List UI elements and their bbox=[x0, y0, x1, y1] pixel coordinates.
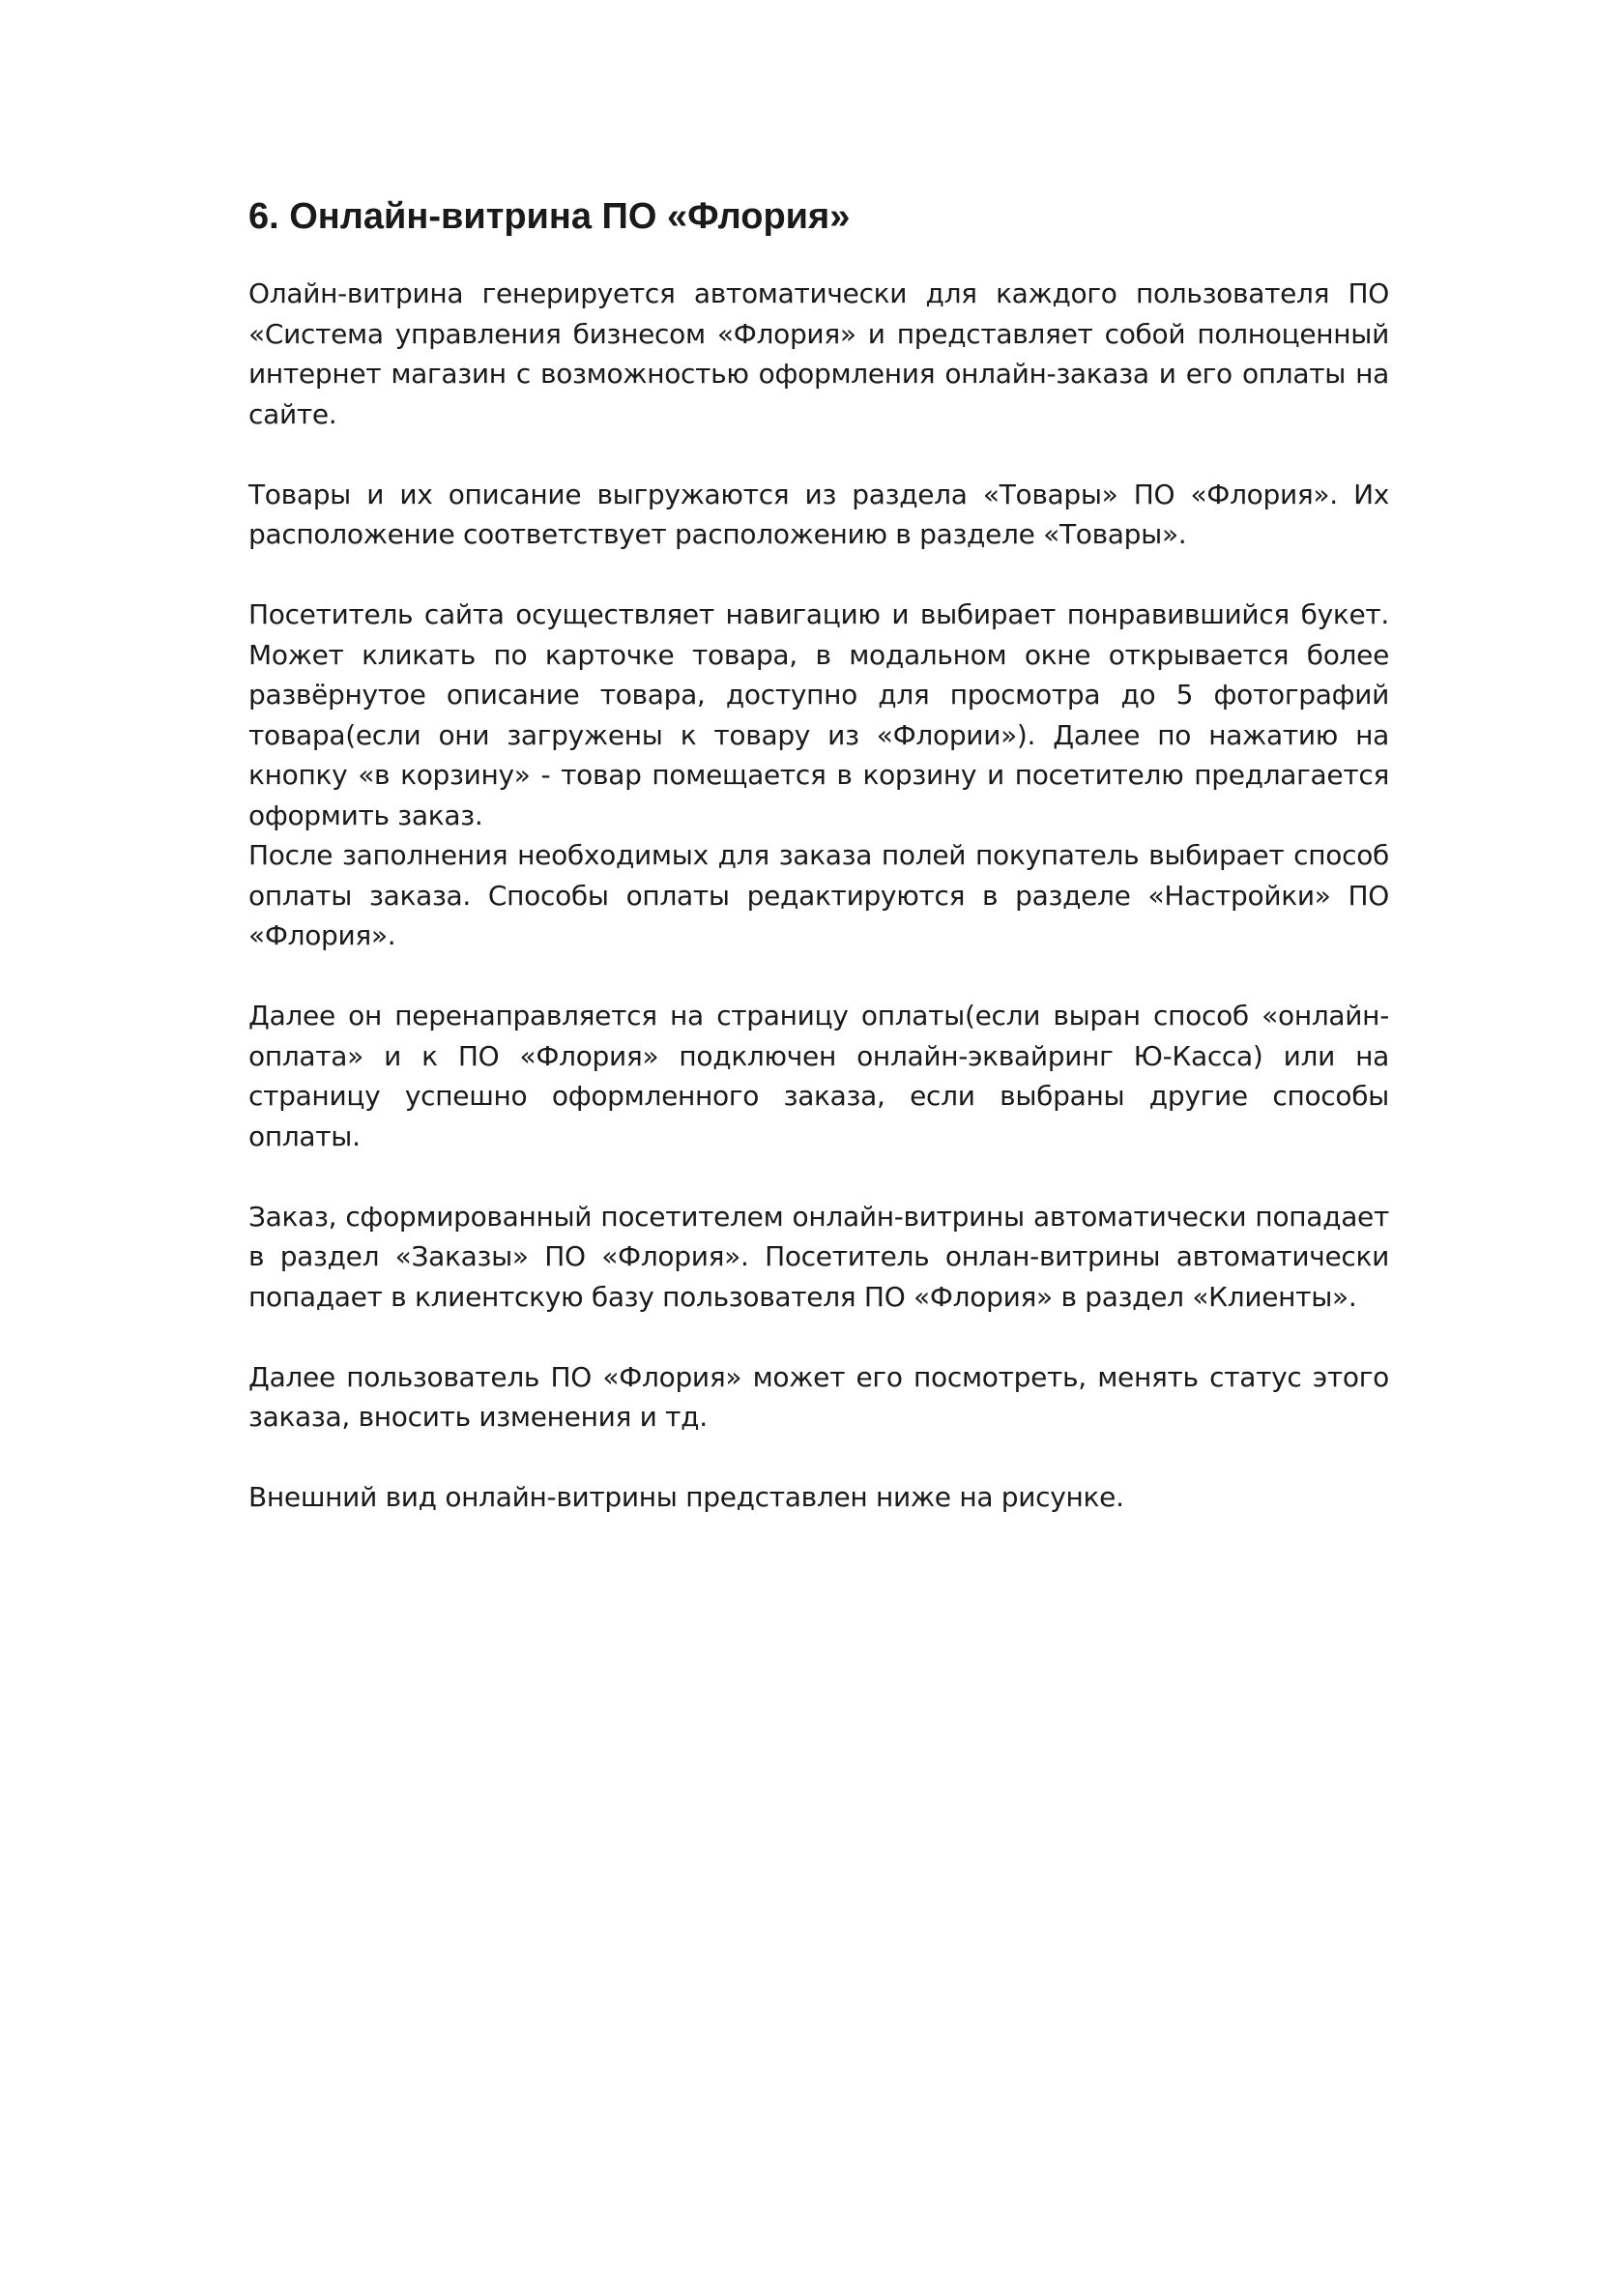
paragraph-redirect: Далее он перенаправляется на страницу оплаты(если выран способ «онлайн-оплата» и к ПО «Флория» подключен онлайн-эквайринг Ю-Касса) или на страницу успешно оформленного заказа, если выбраны другие способы оплаты. bbox=[248, 1000, 1389, 1152]
paragraph-figure-note: Внешний вид онлайн-витрины представлен ниже на рисунке. bbox=[248, 1481, 1124, 1513]
document-body bbox=[248, 193, 1389, 1518]
section-heading: 6. Онлайн-витрина ПО «Флория» bbox=[248, 196, 851, 237]
paragraph-intro: Олайн-витрина генерируется автоматически для каждого пользователя ПО «Система управления бизнесом «Флория» и представляет собой полноценный интернет магазин с возможностью оформления онлайн-заказа и его оплаты на сайте. bbox=[248, 277, 1389, 430]
paragraph-user-actions: Далее пользователь ПО «Флория» может его посмотреть, менять статус этого заказа, вносить изменения и тд. bbox=[248, 1360, 1389, 1433]
paragraph-products: Товары и их описание выгружаются из раздела «Товары» ПО «Флория». Их расположение соответствует расположению в разделе «Товары». bbox=[248, 478, 1389, 550]
paragraph-payment-method: После заполнения необходимых для заказа полей покупатель выбирает способ оплаты заказа. Способы оплаты редактируются в разделе «Настройки» ПО «Флория». bbox=[248, 839, 1389, 951]
paragraph-navigation: Посетитель сайта осуществляет навигацию и выбирает понравившийся букет. Может кликать по карточке товара, в модальном окне открывается более развёрнутое описание товара, доступно для просмотра до 5 фотографий товара(если они загружены к товару из «Флории»). Далее по нажатию на кнопку «в корзину» - товар помещается в корзину и посетителю предлагается оформить заказ. bbox=[248, 598, 1389, 831]
paragraph-orders: Заказ, сформированный посетителем онлайн-витрины автоматически попадает в раздел «Заказы» ПО «Флория». Посетитель онлан-витрины автоматически попадает в клиентскую базу пользователя ПО «Флория» в раздел «Клиенты». bbox=[248, 1200, 1389, 1313]
